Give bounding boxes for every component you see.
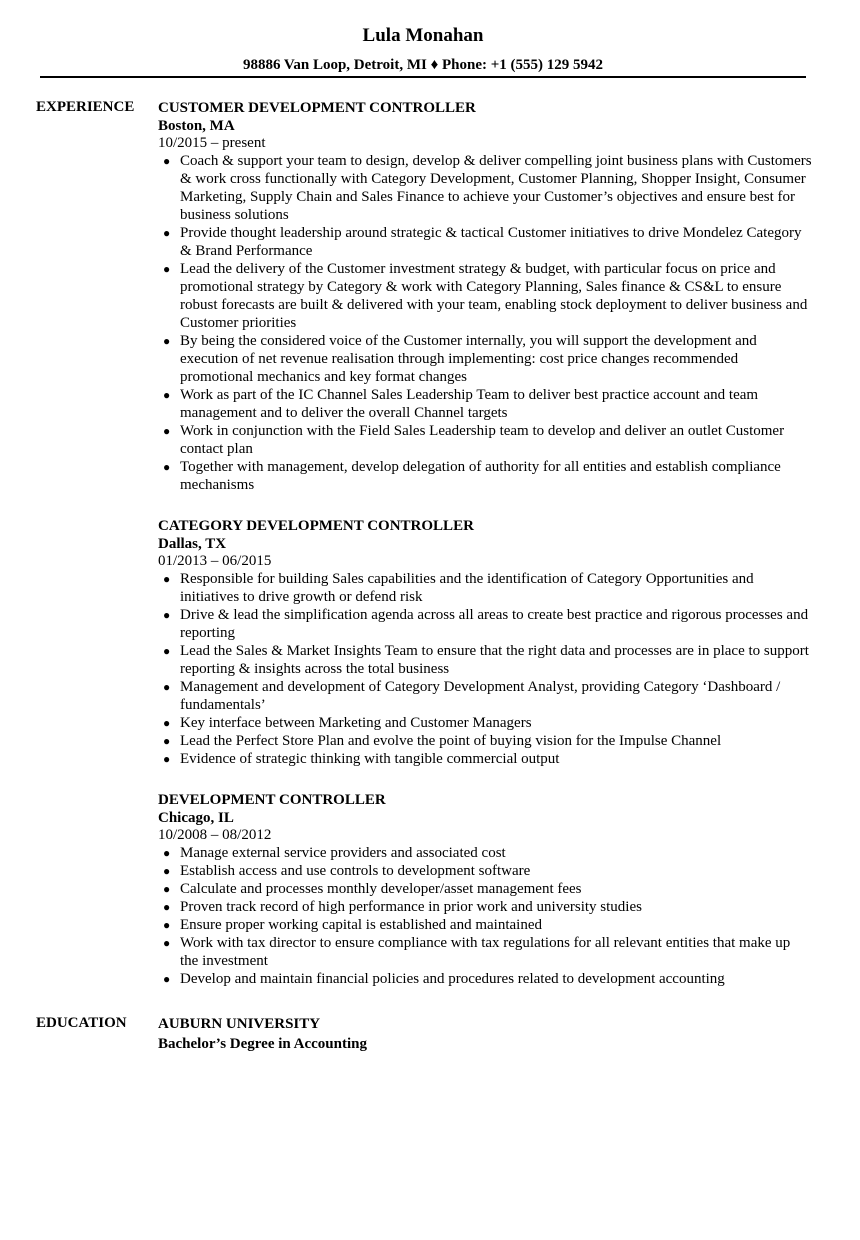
bullet-icon: ●: [163, 752, 171, 766]
bullet-icon: ●: [163, 680, 171, 694]
bullet-item: [158, 386, 812, 422]
bullet-item: [158, 732, 812, 750]
bullet-icon: ●: [163, 734, 171, 748]
bullet-item: [158, 714, 812, 732]
education-section-label: EDUCATION: [36, 1015, 127, 1031]
bullet-item: [158, 862, 812, 880]
bullet-icon: ●: [163, 644, 171, 658]
bullet-icon: ●: [163, 936, 171, 950]
bullet-text: Key interface between Marketing and Customer Managers: [180, 715, 532, 731]
bullet-text: Develop and maintain financial policies and procedures related to development accounting: [180, 971, 725, 987]
bullet-text: Responsible for building Sales capabilities and the identification of Category Opportunities and initiatives to drive growth or defend risk: [180, 571, 754, 605]
job-title: CATEGORY DEVELOPMENT CONTROLLER: [158, 518, 474, 534]
bullet-text: Together with management, develop delegation of authority for all entities and establish compliance mechanisms: [180, 459, 781, 493]
bullet-item: [158, 678, 812, 714]
bullet-text: Management and development of Category Development Analyst, providing Category ‘Dashboard / fundamentals’: [180, 679, 781, 713]
bullet-icon: ●: [163, 900, 171, 914]
bullet-item: [158, 606, 812, 642]
bullet-icon: ●: [163, 608, 171, 622]
bullet-icon: ●: [163, 572, 171, 586]
job-dates: 01/2013 – 06/2015: [158, 553, 272, 569]
bullet-item: [158, 642, 812, 678]
bullet-text: Drive & lead the simplification agenda across all areas to create best practice and rigorous processes and reporting: [180, 607, 809, 641]
bullet-icon: ●: [163, 154, 171, 168]
bullet-item: [158, 422, 812, 458]
bullet-icon: ●: [163, 388, 171, 402]
bullet-item: [158, 152, 812, 224]
job-location: Boston, MA: [158, 118, 235, 134]
job-entry: [158, 517, 818, 768]
candidate-name: Lula Monahan: [362, 25, 484, 46]
bullet-icon: ●: [163, 716, 171, 730]
bullet-text: Manage external service providers and associated cost: [180, 845, 506, 861]
bullet-text: Provide thought leadership around strategic & tactical Customer initiatives to drive Mondelez Category & Brand Performance: [180, 225, 802, 259]
bullet-item: [158, 332, 812, 386]
bullet-text: Lead the delivery of the Customer investment strategy & budget, with particular focus on price and promotional strategy by Category & work with Category Planning, Sales finance & CS&L to ensure robust forecasts are built & delivered with your team, enabling stock deployment to deliver business and Customer priorities: [180, 261, 808, 331]
bullet-text: Evidence of strategic thinking with tangible commercial output: [180, 751, 560, 767]
bullet-text: Work in conjunction with the Field Sales Leadership team to develop and deliver an outlet Customer contact plan: [180, 423, 785, 457]
job-bullets: [158, 844, 818, 988]
bullet-icon: ●: [163, 460, 171, 474]
job-location: Dallas, TX: [158, 536, 227, 552]
bullet-item: [158, 898, 812, 916]
job-entry: [158, 99, 818, 494]
bullet-icon: ●: [163, 424, 171, 438]
job-entry: [158, 791, 818, 988]
bullet-item: [158, 880, 812, 898]
header-divider: [40, 76, 806, 78]
bullet-icon: ●: [163, 334, 171, 348]
bullet-item: [158, 916, 812, 934]
job-bullets: [158, 152, 818, 494]
bullet-item: [158, 844, 812, 862]
job-title: CUSTOMER DEVELOPMENT CONTROLLER: [158, 100, 476, 116]
experience-section-label: EXPERIENCE: [36, 99, 135, 115]
bullet-text: Work as part of the IC Channel Sales Leadership Team to deliver best practice account and team management and to deliver the overall Channel targets: [180, 387, 759, 421]
contact-line: 98886 Van Loop, Detroit, MI ♦ Phone: +1 (555) 129 5942: [242, 57, 604, 73]
education-entry: [158, 1014, 818, 1054]
bullet-item: [158, 970, 812, 988]
job-title: DEVELOPMENT CONTROLLER: [158, 792, 386, 808]
school-name: AUBURN UNIVERSITY: [158, 1016, 321, 1032]
bullet-text: Lead the Perfect Store Plan and evolve the point of buying vision for the Impulse Channel: [180, 733, 722, 749]
job-location: Chicago, IL: [158, 810, 234, 826]
bullet-icon: ●: [163, 882, 171, 896]
job-dates: 10/2015 – present: [158, 135, 266, 151]
bullet-icon: ●: [163, 864, 171, 878]
bullet-text: Work with tax director to ensure compliance with tax regulations for all relevant entities that make up the investment: [180, 935, 791, 969]
bullet-icon: ●: [163, 262, 171, 276]
bullet-item: [158, 260, 812, 332]
bullet-icon: ●: [163, 972, 171, 986]
bullet-text: Proven track record of high performance in prior work and university studies: [180, 899, 642, 915]
bullet-icon: ●: [163, 226, 171, 240]
bullet-text: Coach & support your team to design, develop & deliver compelling joint business plans with Customers & work cross functionally with Category Development, Customer Planning, Shopper Insight, Consumer Marketing, Supply Chain and Sales Finance to achieve your Customer’s objectives and ensure best for business solutions: [180, 153, 812, 223]
bullet-item: [158, 570, 812, 606]
resume-header: [40, 22, 806, 74]
bullet-item: [158, 458, 812, 494]
job-dates: 10/2008 – 08/2012: [158, 827, 272, 843]
bullet-text: Ensure proper working capital is established and maintained: [180, 917, 542, 933]
bullet-text: By being the considered voice of the Customer internally, you will support the development and execution of net revenue realisation through implementing: cost price changes recommended promotional mechanics and key format changes: [180, 333, 757, 385]
bullet-text: Calculate and processes monthly developer/asset management fees: [180, 881, 582, 897]
degree-name: Bachelor’s Degree in Accounting: [158, 1036, 367, 1052]
bullet-item: [158, 224, 812, 260]
bullet-icon: ●: [163, 918, 171, 932]
bullet-item: [158, 750, 812, 768]
bullet-text: Lead the Sales & Market Insights Team to ensure that the right data and processes are in place to support reporting & insights across the total business: [180, 643, 809, 677]
bullet-text: Establish access and use controls to development software: [180, 863, 531, 879]
job-bullets: [158, 570, 818, 768]
bullet-item: [158, 934, 812, 970]
bullet-icon: ●: [163, 846, 171, 860]
